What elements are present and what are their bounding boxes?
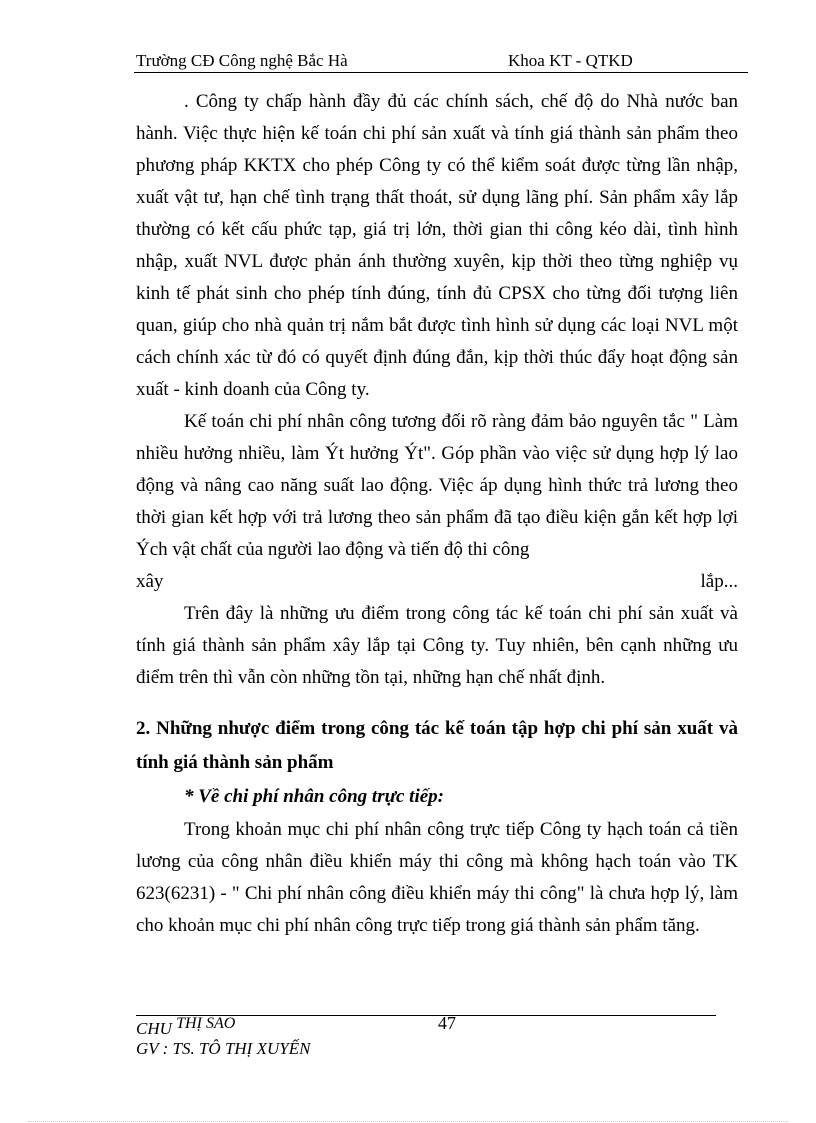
header-divider [134,72,748,73]
last-line-right-word: lắp... [700,571,738,592]
paragraph-direct-labor: Trong khoản mục chi phí nhân công trực tiếp Công ty hạch toán cả tiền lương của công nhân điều khiển máy thi công mà không hạch toán vào TK 623(6231) - " Chi phí nhân công điều khiển máy thi công" là chưa hợp lý, làm cho khoản mục chi phí nhân công trực tiếp trong giá thành sản phẩm tăng. [136,819,738,936]
header-faculty: Khoa KT - QTKD [508,51,633,70]
header-school: Trường CĐ Công nghệ Bắc Hà [136,51,348,70]
footer-author-block [136,1015,311,1058]
author-line [136,1015,310,1039]
paragraph-labor-cost-last-line [136,566,738,598]
paragraph-labor-cost: Kế toán chi phí nhân công tương đối rõ ràng đảm bảo nguyên tắc " Làm nhiều hưởng nhiều, làm Ýt hưởng Ýt". Góp phần vào việc sử dụng hợp lý lao động và nâng cao năng suất lao động. Việc áp dụng hình thức trả lương theo thời gian kết hợp với trả lương theo sản phẩm đã tạo điều kiện gắn kết hợp lợi Ých vật chất của người lao động và tiến độ thi công [136,411,738,560]
paragraph-summary: Trên đây là những ưu điểm trong công tác kế toán chi phí sản xuất và tính giá thành sản phẩm xây lắp tại Công ty. Tuy nhiên, bên cạnh những ưu điểm trên thì vẫn còn những tồn tại, những hạn chế nhất định. [136,603,738,688]
last-line-left-word: xây [136,571,164,592]
page-body [136,86,738,942]
page-bottom-edge [28,1121,788,1122]
advisor-line: GV : TS. TÔ THỊ XUYẾN [136,1039,311,1058]
author-prefix: CHU [136,1019,172,1038]
section-heading-weaknesses: 2. Những nhược điểm trong công tác kế toán tập hợp chi phí sản xuất và tính giá thành sản phẩm [136,718,738,773]
subheading-direct-labor: * Về chi phí nhân công trực tiếp: [184,786,444,807]
author-name: THỊ SAO [176,1015,236,1032]
page-number: 47 [438,1013,456,1033]
paragraph-advantages-compliance: . Công ty chấp hành đầy đủ các chính sách, chế độ do Nhà nước ban hành. Việc thực hiện kế toán chi phí sản xuất và tính giá thành sản phẩm theo phương pháp KKTX cho phép Công ty có thể kiểm soát được từng lần nhập, xuất vật tư, hạn chế tình trạng thất thoát, sử dụng lãng phí. Sản phẩm xây lắp thường có kết cấu phức tạp, giá trị lớn, thời gian thi công kéo dài, tình hình nhập, xuất NVL được phản ánh thường xuyên, kịp thời theo từng nghiệp vụ kinh tế phát sinh cho phép tính đúng, tính đủ CPSX cho từng đối tượng liên quan, giúp cho nhà quản trị nắm bắt được tình hình sử dụng các loại NVL một cách chính xác từ đó có quyết định đúng đắn, kịp thời thúc đẩy hoạt động sản xuất - kinh doanh của Công ty. [136,91,738,400]
